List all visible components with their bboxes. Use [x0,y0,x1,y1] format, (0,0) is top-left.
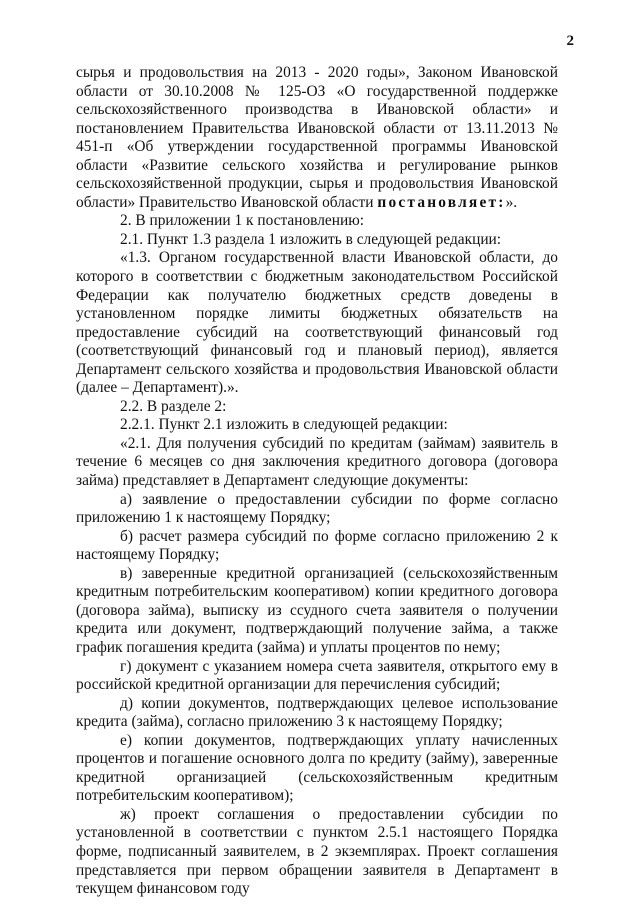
subitem-zh: ж) проект соглашения о предоставлении субсидии по установленной в соответствии с пунктом 2.5.1 настоящего Порядка форме, подписанный заявителем, в 2 экземплярах. Проект соглашения представляется при первом обращении заявителя в Департамент в текущем финансовом году [76,805,558,898]
clause-1-3-text: «1.3. Органом государственной власти Ивановской области, до которого в соответствии с бюджетным законодательством Российской Федерации как получателю бюджетных средств доведены в установленном порядке лимиты бюджетных обязательств на предоставление субсидий на соответствующий финансовый год (соответствующий финансовый год и плановый период), является Департамент сельского хозяйства и продовольствия Ивановской области (далее – Департамент).». [76,249,558,397]
subitem-g: г) документ с указанием номера счета заявителя, открытого ему в российской кредитной организации для перечисления субсидий; [76,657,558,694]
resolves-word: постановляет: [377,193,506,211]
document-body [76,64,558,899]
item-2-2-heading: 2.2. В разделе 2: [120,397,227,415]
subitem-v: в) заверенные кредитной организацией (сельскохозяйственным кредитным потребительским кооперативом) копии кредитного договора (договора займа), выписку из ссудного счета заявителя о получении кредита или документ, подтверждающий получение займа, а также график погашения кредита (займа) и уплаты процентов по нему; [76,564,558,656]
subitem-e: е) копии документов, подтверждающих уплату начисленных процентов и погашение основного долга по кредиту (займу), заверенные кредитной организацией (сельскохозяйственным кредитным потребительским кооперативом); [76,731,558,805]
subitem-b: б) расчет размера субсидий по форме согласно приложению 2 к настоящему Порядку; [76,527,558,564]
subitem-d: д) копии документов, подтверждающих целевое использование кредита (займа), согласно приложению 3 к настоящему Порядку; [76,694,558,731]
page-number: 2 [566,33,574,49]
subitem-a: а) заявление о предоставлении субсидии по форме согласно приложению 1 к настоящему Порядку; [76,490,558,527]
preamble-paragraph [76,64,558,212]
clause-2-1-intro: «2.1. Для получения субсидий по кредитам (займам) заявитель в течение 6 месяцев со дня заключения кредитного договора (договора займа) представляет в Департамент следующие документы: [76,434,558,490]
item-2-heading: 2. В приложении 1 к постановлению: [120,212,364,230]
preamble-text: сырья и продовольствия на 2013 - 2020 годы», Законом Ивановской области от 30.10.2008 № 125-ОЗ «О государственной поддержке сельскохозяйственного производства в Ивановской области» и постановлением Правительства Ивановской области от 13.11.2013 № 451-п «Об утверждении государственной программы Ивановской области «Развитие сельского хозяйства и регулирование рынков сельскохозяйственной продукции, сырья и продовольствия Ивановской области» Правительство Ивановской области [76,64,558,211]
item-2-2-1-heading: 2.2.1. Пункт 2.1 изложить в следующей редакции: [120,416,448,434]
item-2-1-heading: 2.1. Пункт 1.3 раздела 1 изложить в следующей редакции: [120,230,502,248]
preamble-closing: ». [505,193,518,211]
